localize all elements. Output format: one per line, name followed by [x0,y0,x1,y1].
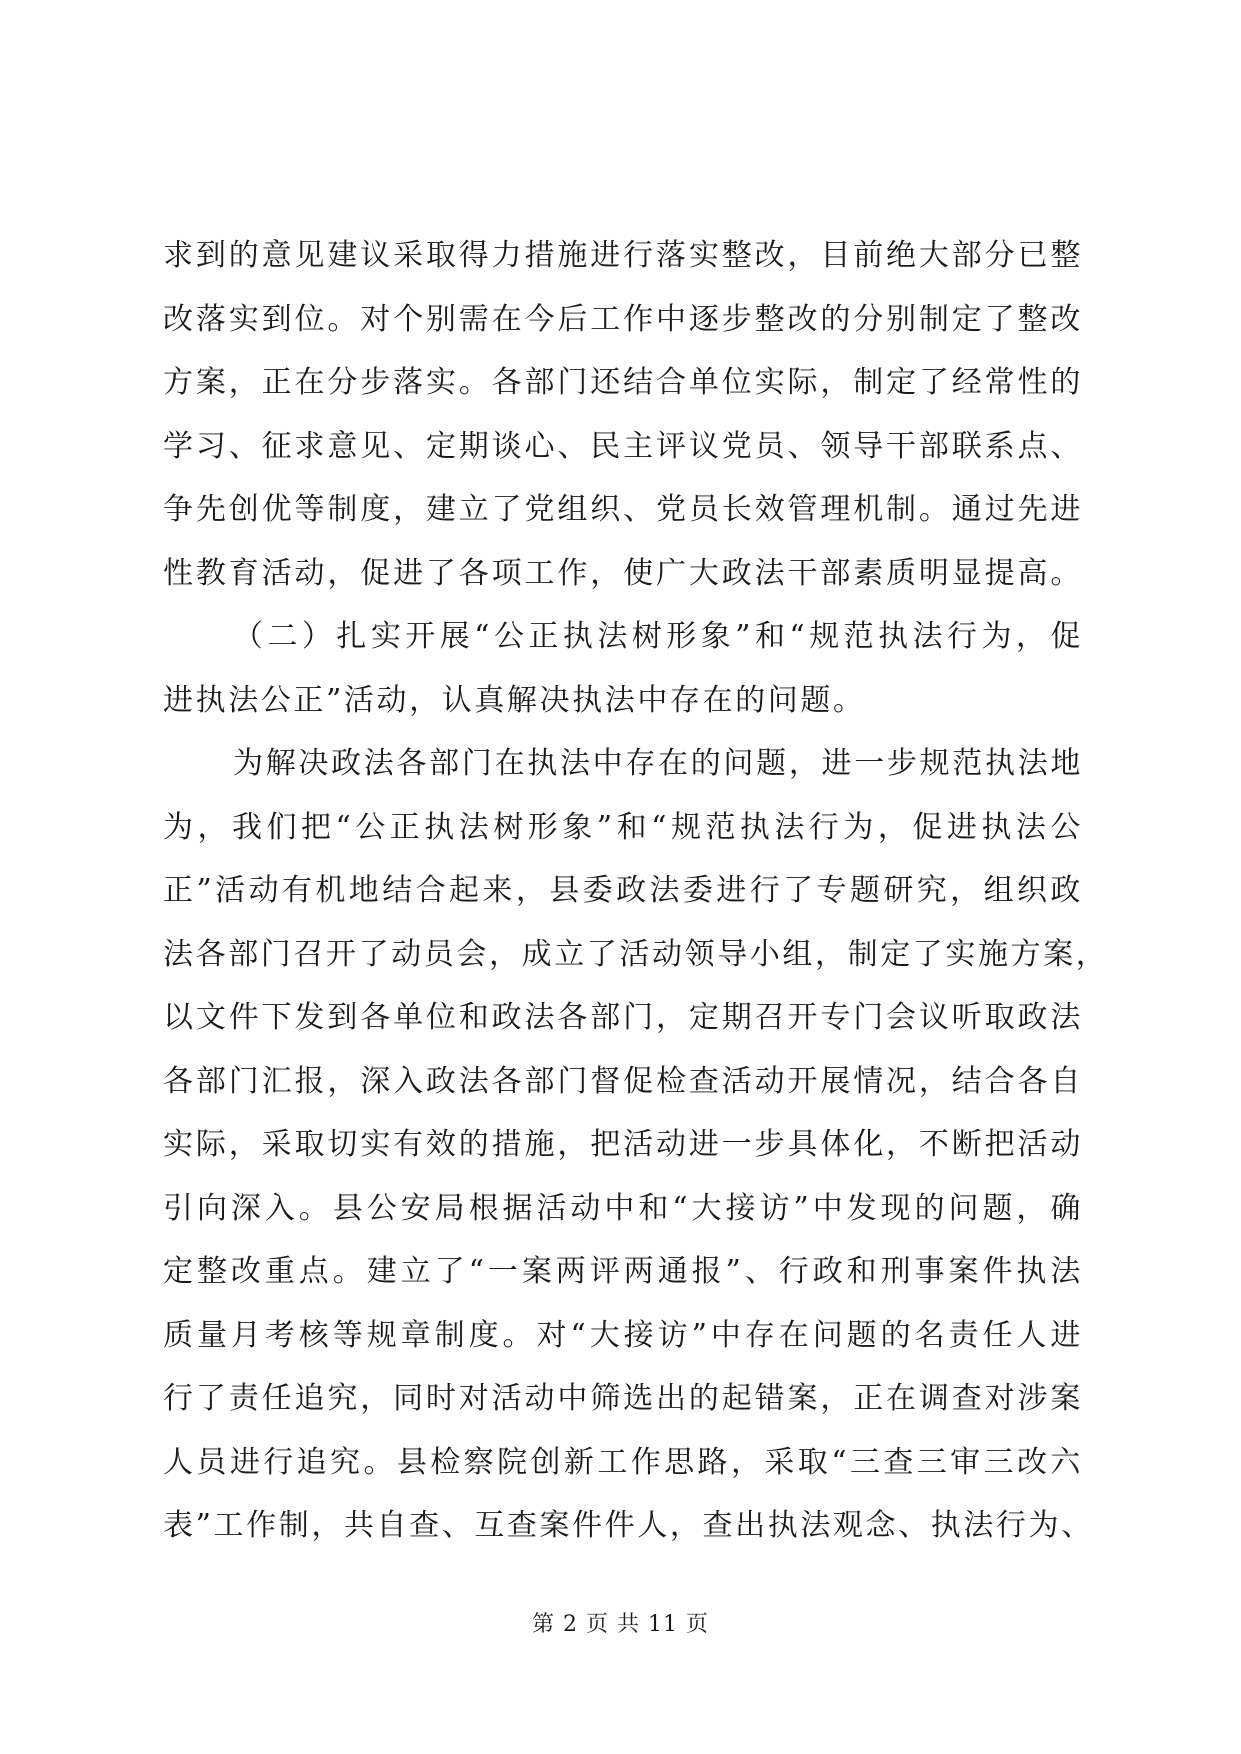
text-line: 各部门汇报，深入政法各部门督促检查活动开展情况，结合各自 [163,1063,1083,1099]
text-line: 法各部门召开了动员会，成立了活动领导小组，制定了实施方案， [163,936,1109,972]
text-line: 行了责任追究，同时对活动中筛选出的起错案，正在调查对涉案 [163,1381,1083,1416]
text-line: 质量月考核等规章制度。对“大接访”中存在问题的名责任人进 [163,1317,1083,1353]
text-line: 改落实到位。对个别需在今后工作中逐步整改的分别制定了整改 [163,301,1083,337]
text-line: 人员进行追究。县检察院创新工作思路，采取“三查三审三改六 [163,1444,1083,1480]
text-line: 实际，采取切实有效的措施，把活动进一步具体化，不断把活动 [163,1127,1083,1162]
text-line: 学习、征求意见、定期谈心、民主评议党员、领导干部联系点、 [163,428,1083,464]
section-heading-line: 进执法公正”活动，认真解决执法中存在的问题。 [163,682,866,718]
text-line: 为，我们把“公正执法树形象”和“规范执法行为，促进执法公 [163,809,1083,845]
text-line: 性教育活动，促进了各项工作，使广大政法干部素质明显提高。 [163,555,1083,591]
text-line: 以文件下发到各单位和政法各部门，定期召开专门会议听取政法 [163,1000,1083,1035]
section-heading-line: （二）扎实开展“公正执法树形象”和“规范执法行为，促 [233,619,1083,654]
document-body [163,224,1109,1558]
text-line: 方案，正在分步落实。各部门还结合单位实际，制定了经常性的 [163,365,1083,400]
text-line: 求到的意见建议采取得力措施进行落实整改，目前绝大部分已整 [163,238,1083,273]
text-line: 正”活动有机地结合起来，县委政法委进行了专题研究，组织政 [163,873,1083,908]
text-line: 定整改重点。建立了“一案两评两通报”、行政和刑事案件执法 [163,1254,1083,1289]
text-line: 表”工作制，共自查、互查案件件人，查出执法观念、执法行为、 [163,1508,1094,1543]
text-line: 引向深入。县公安局根据活动中和“大接访”中发现的问题，确 [163,1190,1083,1226]
text-line: 争先创优等制度，建立了党组织、党员长效管理机制。通过先进 [163,492,1083,527]
page-number-footer: 第 2 页 共 11 页 [532,1612,709,1637]
text-line: 为解决政法各部门在执法中存在的问题，进一步规范执法地 [233,746,1083,781]
